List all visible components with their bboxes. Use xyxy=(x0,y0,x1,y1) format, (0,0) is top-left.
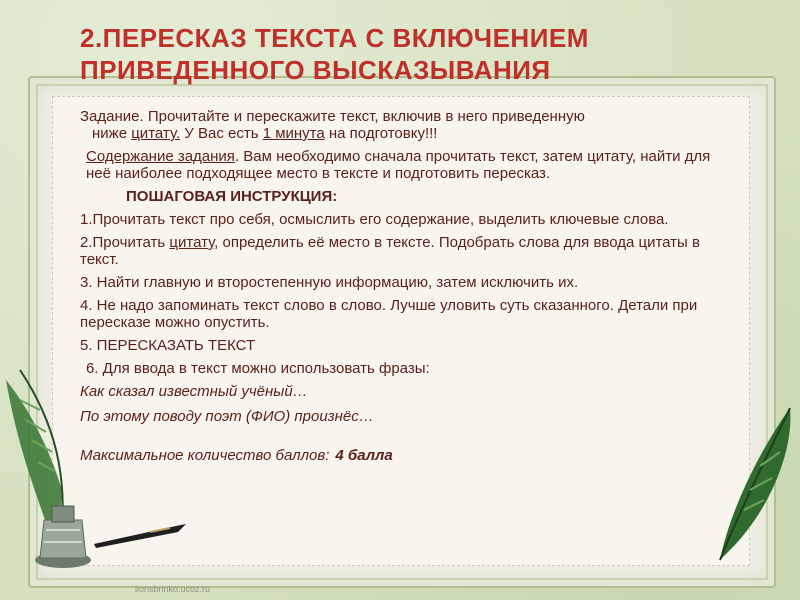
step-5: 5. ПЕРЕСКАЗАТЬ ТЕКСТ xyxy=(80,337,256,354)
content-text: . Вам необходимо сначала прочитать текст, затем цитату, найти для неё наиболее подходящее место в тексте и подготовить пересказ. xyxy=(86,148,711,182)
footer-url: lionsbrinko.ucoz.ru xyxy=(135,584,211,594)
step-2-pre: 2.Прочитать xyxy=(80,234,170,251)
inkwell-icon xyxy=(28,480,98,570)
quote-link[interactable]: цитату. xyxy=(131,125,181,142)
content-label-link[interactable]: Содержание задания xyxy=(86,148,235,165)
step-4: 4. Не надо запоминать текст слово в слово. Лучше уловить суть сказанного. Детали при пересказе можно опустить. xyxy=(80,297,698,331)
task-paragraph xyxy=(80,108,730,142)
step-2-quote-link[interactable]: цитату xyxy=(169,234,215,251)
time-limit: 1 минута xyxy=(262,125,325,142)
step-1: 1.Прочитать текст про себя, осмыслить его содержание, выделить ключевые слова. xyxy=(80,211,669,228)
max-score xyxy=(80,447,730,464)
step-3: 3. Найти главную и второстепенную информацию, затем исключить их. xyxy=(80,274,579,291)
score-value: 4 балла xyxy=(335,447,393,464)
instruction-heading: ПОШАГОВАЯ ИНСТРУКЦИЯ: xyxy=(126,188,338,205)
score-label: Максимальное количество баллов: xyxy=(80,447,330,464)
step-2 xyxy=(80,234,730,268)
task-line1: Задание. Прочитайте и перескажите текст, включив в него приведенную xyxy=(80,108,585,125)
slide-title: 2.ПЕРЕСКАЗ ТЕКСТА С ВКЛЮЧЕНИЕМ ПРИВЕДЕННОГО ВЫСКАЗЫВАНИЯ xyxy=(80,23,589,85)
task-line2-pre: ниже xyxy=(92,125,132,142)
phrase-1: Как сказал известный учёный… xyxy=(80,383,308,400)
content-paragraph xyxy=(80,148,730,182)
phrase-2: По этому поводу поэт (ФИО) произнёс… xyxy=(80,408,374,425)
step-2-post: , определить её место в тексте. Подобрать слова для ввода цитаты в текст. xyxy=(80,234,700,268)
step-6: 6. Для ввода в текст можно использовать фразы: xyxy=(86,360,430,377)
task-line2 xyxy=(80,125,730,142)
slide-content xyxy=(80,108,730,464)
task-line2-mid: У Вас есть xyxy=(180,125,263,142)
task-line2-post: на подготовку!!! xyxy=(324,125,438,142)
pen-icon xyxy=(90,520,190,550)
